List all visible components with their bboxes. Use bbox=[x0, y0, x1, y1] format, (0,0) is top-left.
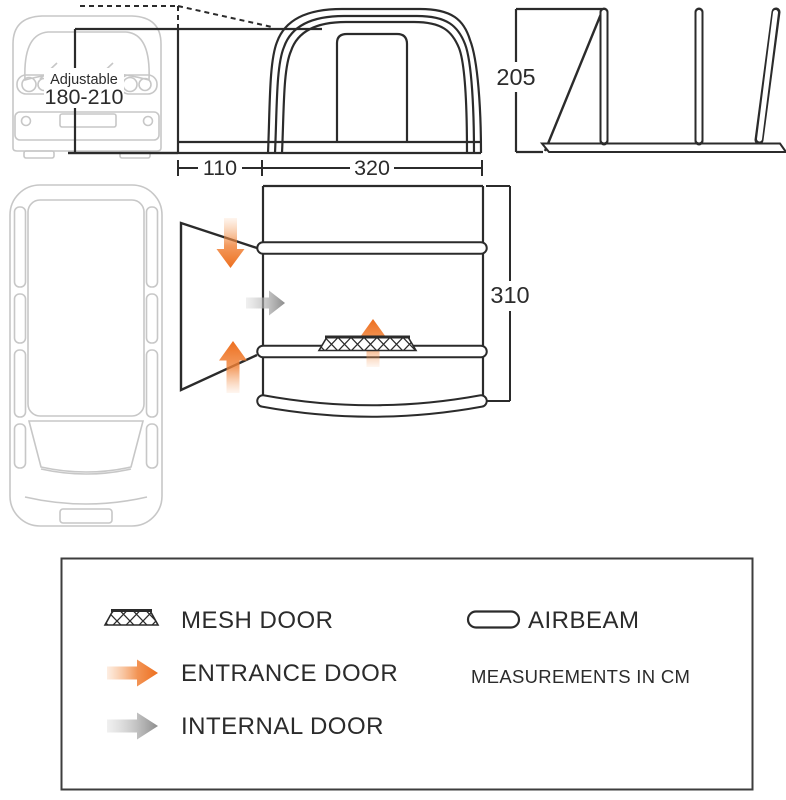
legend-measurements-note: MEASUREMENTS IN CM bbox=[471, 666, 691, 687]
airbeam-arch-outer bbox=[268, 9, 481, 153]
legend-label-internal-door: INTERNAL DOOR bbox=[181, 713, 384, 740]
adjustable-range-value: 180-210 bbox=[44, 85, 124, 109]
mesh-door-hatch bbox=[319, 337, 416, 351]
front-width-value: 320 bbox=[354, 156, 390, 180]
depth-value: 310 bbox=[490, 282, 530, 308]
mesh-door-icon bbox=[105, 611, 158, 626]
airbeam-arch-middle bbox=[275, 16, 474, 153]
van-top-window bbox=[147, 350, 158, 417]
van-top-front-plate bbox=[60, 509, 112, 523]
side-airbeam-poles bbox=[604, 12, 776, 141]
side-front-slope bbox=[545, 9, 603, 151]
internal-door-arrow-right bbox=[246, 291, 285, 316]
van-top-windshield bbox=[29, 421, 143, 472]
van-top-window bbox=[147, 294, 158, 343]
airbeam-icon bbox=[468, 612, 519, 628]
legend bbox=[62, 559, 753, 790]
mesh-door-strip bbox=[319, 337, 416, 351]
awning-floorplan bbox=[181, 186, 534, 411]
van-front-plate bbox=[60, 114, 116, 127]
van-front-bumper bbox=[15, 112, 159, 140]
side-base-bar bbox=[542, 144, 786, 153]
airbeam-arch-inner bbox=[282, 22, 467, 153]
front-door-outline bbox=[337, 34, 407, 142]
van-top-window bbox=[15, 424, 26, 468]
van-top-window bbox=[147, 424, 158, 468]
entrance-door-arrow-up-left bbox=[219, 341, 247, 393]
legend-label-entrance-door: ENTRANCE DOOR bbox=[181, 660, 399, 687]
van-top-window bbox=[15, 207, 26, 287]
van-top-window bbox=[15, 350, 26, 417]
floorplan-walls bbox=[263, 186, 483, 399]
van-front-foglight bbox=[22, 117, 31, 126]
van-top-body-outline bbox=[10, 185, 162, 526]
legend-label-airbeam: AIRBEAM bbox=[528, 607, 640, 634]
van-front-wheel-left bbox=[24, 151, 54, 158]
van-front-headlamp bbox=[139, 79, 151, 91]
depth-dimension bbox=[486, 186, 534, 401]
mesh-door-icon-hatch bbox=[105, 611, 158, 626]
connection-tunnel-outline bbox=[181, 223, 257, 390]
van-front-foglight bbox=[144, 117, 153, 126]
tunnel-length-value: 110 bbox=[202, 156, 238, 180]
awning-front-elevation bbox=[68, 9, 481, 153]
side-height-value: 205 bbox=[496, 64, 536, 90]
van-top-window bbox=[147, 207, 158, 287]
van-top-window bbox=[15, 294, 26, 343]
van-top-view bbox=[10, 185, 162, 526]
airbeam-pole-fill bbox=[760, 13, 776, 140]
van-top-hood-lines bbox=[25, 469, 147, 504]
awning-side-elevation bbox=[493, 9, 786, 152]
van-top-roof-panel bbox=[28, 200, 144, 416]
adjustable-label: Adjustable bbox=[50, 72, 118, 88]
legend-label-mesh-door: MESH DOOR bbox=[181, 607, 334, 634]
van-front-headlamp bbox=[123, 78, 137, 92]
adjustable-dashed-guides bbox=[80, 6, 272, 28]
width-dimension bbox=[178, 156, 482, 180]
